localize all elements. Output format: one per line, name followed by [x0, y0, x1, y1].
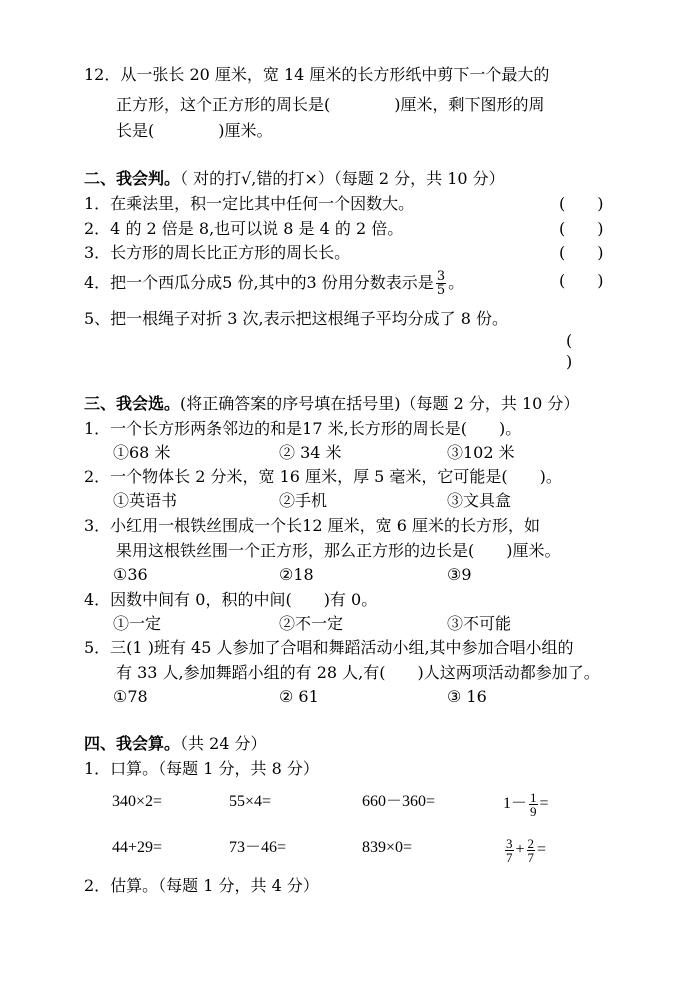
s3-q5-line2: 有 33 人,参加舞蹈小组的有 28 人,有( )人这两项活动都参加了。: [116, 663, 600, 682]
s2-item-3: 3．长方形的周长比正方形的周长长。: [84, 243, 351, 262]
fraction-denominator: 9: [530, 804, 537, 819]
s2-item-1: 1．在乘法里，积一定比其中任何一个因数大。: [84, 194, 415, 213]
answer-paren-open[interactable]: (: [566, 331, 573, 350]
option-1[interactable]: ①一定: [113, 614, 162, 633]
q12-line3: 长是( )厘米。: [116, 121, 273, 140]
s3-q2: 2．一个物体长 2 分米，宽 16 厘米，厚 5 毫米，它可能是( )。: [84, 467, 562, 486]
option-3[interactable]: ③不可能: [447, 614, 512, 633]
calc-item: 44+29=: [112, 839, 163, 856]
fraction: [529, 791, 538, 818]
s2-item-2: 2．4 的 2 倍是 8,也可以说 8 是 4 的 2 倍。: [84, 219, 404, 238]
fraction-numerator: 2: [527, 836, 535, 851]
option-3[interactable]: ③ 16: [447, 687, 487, 706]
answer-paren[interactable]: ( ): [559, 243, 604, 262]
option-3[interactable]: ③102 米: [447, 443, 515, 462]
option-2[interactable]: ② 34 米: [279, 443, 342, 462]
calc-item: 73－46=: [229, 839, 287, 856]
option-2[interactable]: ② 61: [279, 687, 319, 706]
calc-item-fraction: [503, 837, 546, 864]
option-3[interactable]: ③文具盒: [447, 491, 512, 510]
answer-paren[interactable]: ( ): [559, 219, 604, 238]
fraction-numerator: 1: [530, 790, 537, 805]
calc-item: 839×0=: [362, 839, 413, 856]
fraction: [505, 837, 514, 864]
section2-note: （ 对的打√,错的打×）（每题 2 分，共 10 分）: [180, 169, 505, 188]
section3-title: 三、我会选。: [84, 394, 181, 413]
calc-equals: =: [537, 841, 547, 859]
s2-item-5: 5、把一根绳子对折 3 次,表示把这根绳子平均分成了 8 份。: [84, 309, 508, 328]
fraction-numerator: 3: [506, 836, 513, 851]
option-1[interactable]: ①78: [113, 687, 148, 706]
q12-line1: 12．从一张长 20 厘米，宽 14 厘米的长方形纸中剪下一个最大的: [84, 65, 550, 84]
section4-heading: [84, 733, 267, 755]
s4-sub1: 1．口算。（每题 1 分，共 8 分）: [84, 759, 319, 778]
s4-sub2: 2．估算。（每题 1 分，共 4 分）: [84, 876, 319, 895]
answer-paren[interactable]: ( ): [559, 194, 604, 213]
q12-line2: 正方形，这个正方形的周长是( )厘米，剩下图形的周: [116, 95, 545, 114]
s3-q5-line1: 5．三(1 )班有 45 人参加了合唱和舞蹈活动小组,其中参加合唱小组的: [84, 638, 574, 657]
section2-title: 二、我会判。: [84, 169, 181, 188]
calc-equals: =: [539, 795, 549, 813]
s3-q3-line1: 3．小红用一根铁丝围成一个长12 厘米，宽 6 厘米的长方形，如: [84, 516, 540, 535]
fraction-numerator: 3: [436, 269, 446, 284]
s2-item-4-end: 。: [448, 273, 465, 292]
s3-q3-line2: 果用这根铁丝围一个正方形，那么正方形的边长是( )厘米。: [116, 541, 561, 560]
s2-item-4: [84, 270, 464, 297]
option-1[interactable]: ①68 米: [113, 443, 171, 462]
calc-item: 340×2=: [112, 793, 163, 810]
calc-operator: +: [515, 841, 525, 859]
answer-paren[interactable]: ( ): [559, 271, 604, 290]
option-2[interactable]: ②不一定: [279, 614, 344, 633]
fraction-denominator: 5: [436, 283, 446, 298]
section4-note: （共 24 分）: [180, 734, 267, 753]
option-1[interactable]: ①36: [113, 565, 148, 584]
option-3[interactable]: ③9: [447, 565, 472, 584]
fraction-denominator: 7: [506, 850, 513, 865]
answer-paren-close[interactable]: ): [566, 352, 573, 371]
calc-item-fraction: [503, 791, 549, 818]
calc-prefix: 1－: [503, 795, 528, 813]
section2-heading: [84, 168, 505, 190]
s3-q1: 1．一个长方形两条邻边的和是17 米,长方形的周长是( )。: [84, 419, 522, 438]
option-2[interactable]: ②18: [279, 565, 314, 584]
option-1[interactable]: ①英语书: [113, 491, 178, 510]
option-2[interactable]: ②手机: [279, 491, 328, 510]
fraction: [527, 837, 536, 864]
s3-q4: 4．因数中间有 0，积的中间( )有 0。: [84, 590, 378, 609]
section4-title: 四、我会算。: [84, 734, 181, 753]
s2-item-4-text: 4．把一个西瓜分成5 份,其中的3 份用分数表示是: [84, 273, 434, 292]
fraction: [436, 270, 446, 297]
fraction-denominator: 7: [527, 850, 535, 865]
calc-item: 660－360=: [362, 793, 436, 810]
calc-item: 55×4=: [229, 793, 272, 810]
section3-note: (将正确答案的序号填在括号里)（每题 2 分，共 10 分）: [180, 394, 580, 413]
section3-heading: [84, 393, 579, 415]
